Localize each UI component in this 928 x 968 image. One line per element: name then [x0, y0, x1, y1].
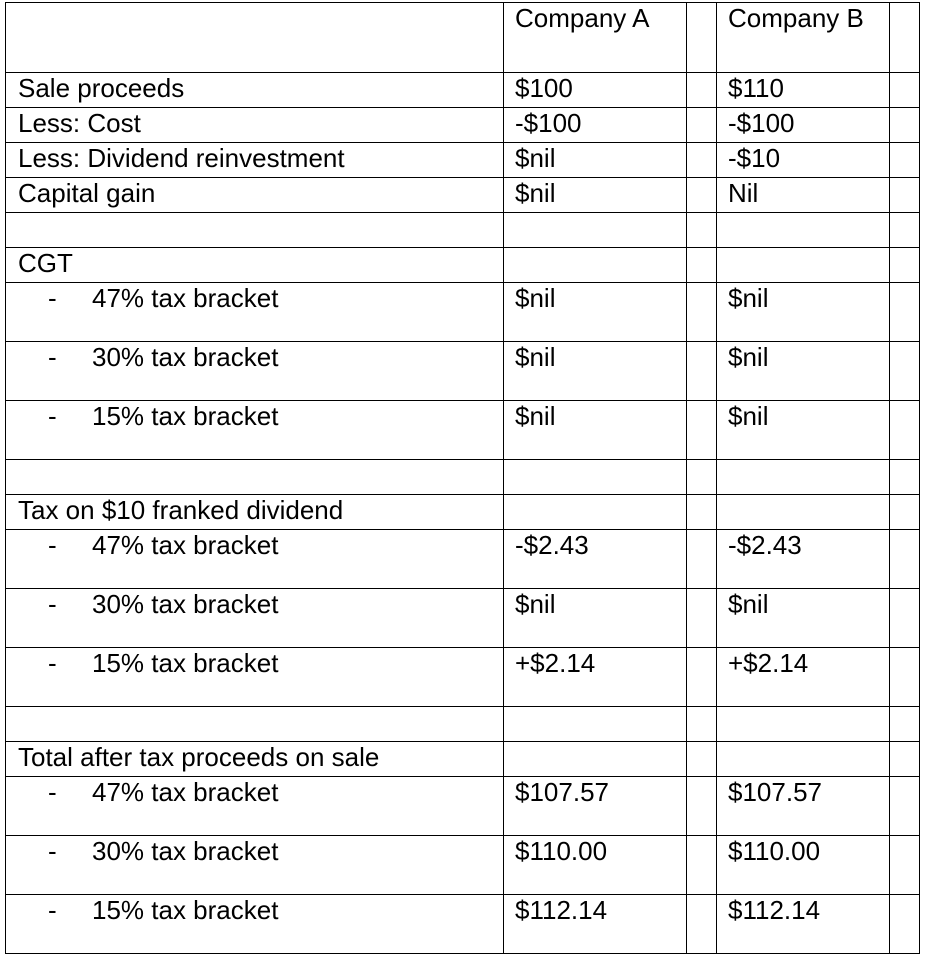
table-row	[6, 178, 920, 213]
spacer-cell	[890, 648, 920, 707]
spacer-cell	[687, 283, 717, 342]
spacer-cell	[890, 108, 920, 143]
spacer-cell	[687, 401, 717, 460]
empty-row	[6, 213, 920, 248]
spacer-cell	[890, 460, 920, 495]
company-b-value: $110.00	[717, 836, 890, 895]
company-b-value: Nil	[717, 178, 890, 213]
spacer-cell	[687, 836, 717, 895]
bullet-dash: -	[48, 648, 57, 678]
company-a-value: $nil	[504, 178, 687, 213]
empty-cell	[504, 742, 687, 777]
company-b-value: $110	[717, 73, 890, 108]
spacer-cell	[890, 777, 920, 836]
bracket-row	[6, 777, 920, 836]
empty-cell	[717, 213, 890, 248]
spacer-cell	[687, 3, 717, 73]
bracket-row	[6, 589, 920, 648]
company-a-value: $nil	[504, 589, 687, 648]
bracket-row	[6, 342, 920, 401]
empty-cell	[504, 213, 687, 248]
bracket-row	[6, 401, 920, 460]
bullet-dash: -	[48, 836, 57, 866]
empty-cell	[717, 707, 890, 742]
header-company-a: Company A	[504, 3, 687, 73]
spacer-cell	[687, 108, 717, 143]
company-a-value: $107.57	[504, 777, 687, 836]
header-company-b: Company B	[717, 3, 890, 73]
bullet-dash: -	[48, 401, 57, 431]
company-b-value: -$2.43	[717, 530, 890, 589]
spacer-cell	[687, 589, 717, 648]
spacer-cell	[890, 707, 920, 742]
table-row	[6, 108, 920, 143]
empty-cell	[504, 495, 687, 530]
bullet-dash: -	[48, 589, 57, 619]
spacer-cell	[890, 401, 920, 460]
spacer-cell	[687, 143, 717, 178]
empty-cell	[504, 248, 687, 283]
empty-cell	[6, 707, 504, 742]
spacer-cell	[687, 895, 717, 954]
company-a-value: -$100	[504, 108, 687, 143]
company-a-value: -$2.43	[504, 530, 687, 589]
bullet-dash: -	[48, 777, 57, 807]
header-row	[6, 3, 920, 73]
company-a-value: $nil	[504, 401, 687, 460]
company-a-value: $112.14	[504, 895, 687, 954]
bracket-label: 15% tax bracket	[92, 648, 279, 678]
comparison-table	[5, 2, 920, 954]
table-row	[6, 73, 920, 108]
spacer-cell	[890, 73, 920, 108]
empty-row	[6, 707, 920, 742]
spacer-cell	[687, 530, 717, 589]
empty-cell	[6, 460, 504, 495]
bracket-row	[6, 530, 920, 589]
bracket-row	[6, 895, 920, 954]
company-a-value: $nil	[504, 342, 687, 401]
spacer-cell	[687, 648, 717, 707]
company-b-value: +$2.14	[717, 648, 890, 707]
company-a-value: $nil	[504, 283, 687, 342]
spacer-cell	[687, 742, 717, 777]
spacer-cell	[890, 895, 920, 954]
spacer-cell	[890, 213, 920, 248]
bullet-dash: -	[48, 530, 57, 560]
spacer-cell	[890, 742, 920, 777]
row-label: Sale proceeds	[6, 73, 504, 108]
spacer-cell	[890, 3, 920, 73]
empty-row	[6, 460, 920, 495]
spacer-cell	[890, 342, 920, 401]
spacer-cell	[687, 73, 717, 108]
company-b-value: $nil	[717, 589, 890, 648]
company-b-value: $107.57	[717, 777, 890, 836]
bracket-label: 30% tax bracket	[92, 342, 279, 372]
company-b-value: $112.14	[717, 895, 890, 954]
bracket-label: 47% tax bracket	[92, 283, 279, 313]
empty-cell	[504, 460, 687, 495]
company-a-value: $110.00	[504, 836, 687, 895]
company-a-value: $nil	[504, 143, 687, 178]
spacer-cell	[687, 707, 717, 742]
section-heading-cgt: CGT	[6, 248, 504, 283]
spacer-cell	[687, 248, 717, 283]
bullet-dash: -	[48, 895, 57, 925]
section-heading-row	[6, 495, 920, 530]
spacer-cell	[890, 589, 920, 648]
bullet-dash: -	[48, 283, 57, 313]
company-b-value: $nil	[717, 342, 890, 401]
bracket-row	[6, 836, 920, 895]
row-label: Capital gain	[6, 178, 504, 213]
bracket-label: 15% tax bracket	[92, 401, 279, 431]
spacer-cell	[890, 143, 920, 178]
header-empty-cell	[6, 3, 504, 73]
bullet-dash: -	[48, 342, 57, 372]
bracket-label: 47% tax bracket	[92, 777, 279, 807]
spacer-cell	[687, 495, 717, 530]
row-label: Less: Cost	[6, 108, 504, 143]
spacer-cell	[687, 460, 717, 495]
spacer-cell	[890, 530, 920, 589]
spacer-cell	[890, 495, 920, 530]
spacer-cell	[890, 836, 920, 895]
section-heading-row	[6, 742, 920, 777]
section-heading-row	[6, 248, 920, 283]
company-b-value: -$100	[717, 108, 890, 143]
table-row	[6, 143, 920, 178]
section-heading-total: Total after tax proceeds on sale	[6, 742, 504, 777]
empty-cell	[6, 213, 504, 248]
bracket-label: 30% tax bracket	[92, 589, 279, 619]
company-a-value: +$2.14	[504, 648, 687, 707]
bracket-label: 47% tax bracket	[92, 530, 279, 560]
empty-cell	[717, 460, 890, 495]
spacer-cell	[890, 283, 920, 342]
empty-cell	[717, 495, 890, 530]
empty-cell	[717, 742, 890, 777]
company-a-value: $100	[504, 73, 687, 108]
spacer-cell	[687, 777, 717, 836]
spacer-cell	[890, 178, 920, 213]
row-label: Less: Dividend reinvestment	[6, 143, 504, 178]
spacer-cell	[687, 342, 717, 401]
empty-cell	[504, 707, 687, 742]
bracket-row	[6, 648, 920, 707]
section-heading-dividend-tax: Tax on $10 franked dividend	[6, 495, 504, 530]
company-b-value: -$10	[717, 143, 890, 178]
company-b-value: $nil	[717, 283, 890, 342]
company-b-value: $nil	[717, 401, 890, 460]
spacer-cell	[687, 213, 717, 248]
bracket-row	[6, 283, 920, 342]
bracket-label: 30% tax bracket	[92, 836, 279, 866]
spacer-cell	[890, 248, 920, 283]
bracket-label: 15% tax bracket	[92, 895, 279, 925]
spacer-cell	[687, 178, 717, 213]
empty-cell	[717, 248, 890, 283]
